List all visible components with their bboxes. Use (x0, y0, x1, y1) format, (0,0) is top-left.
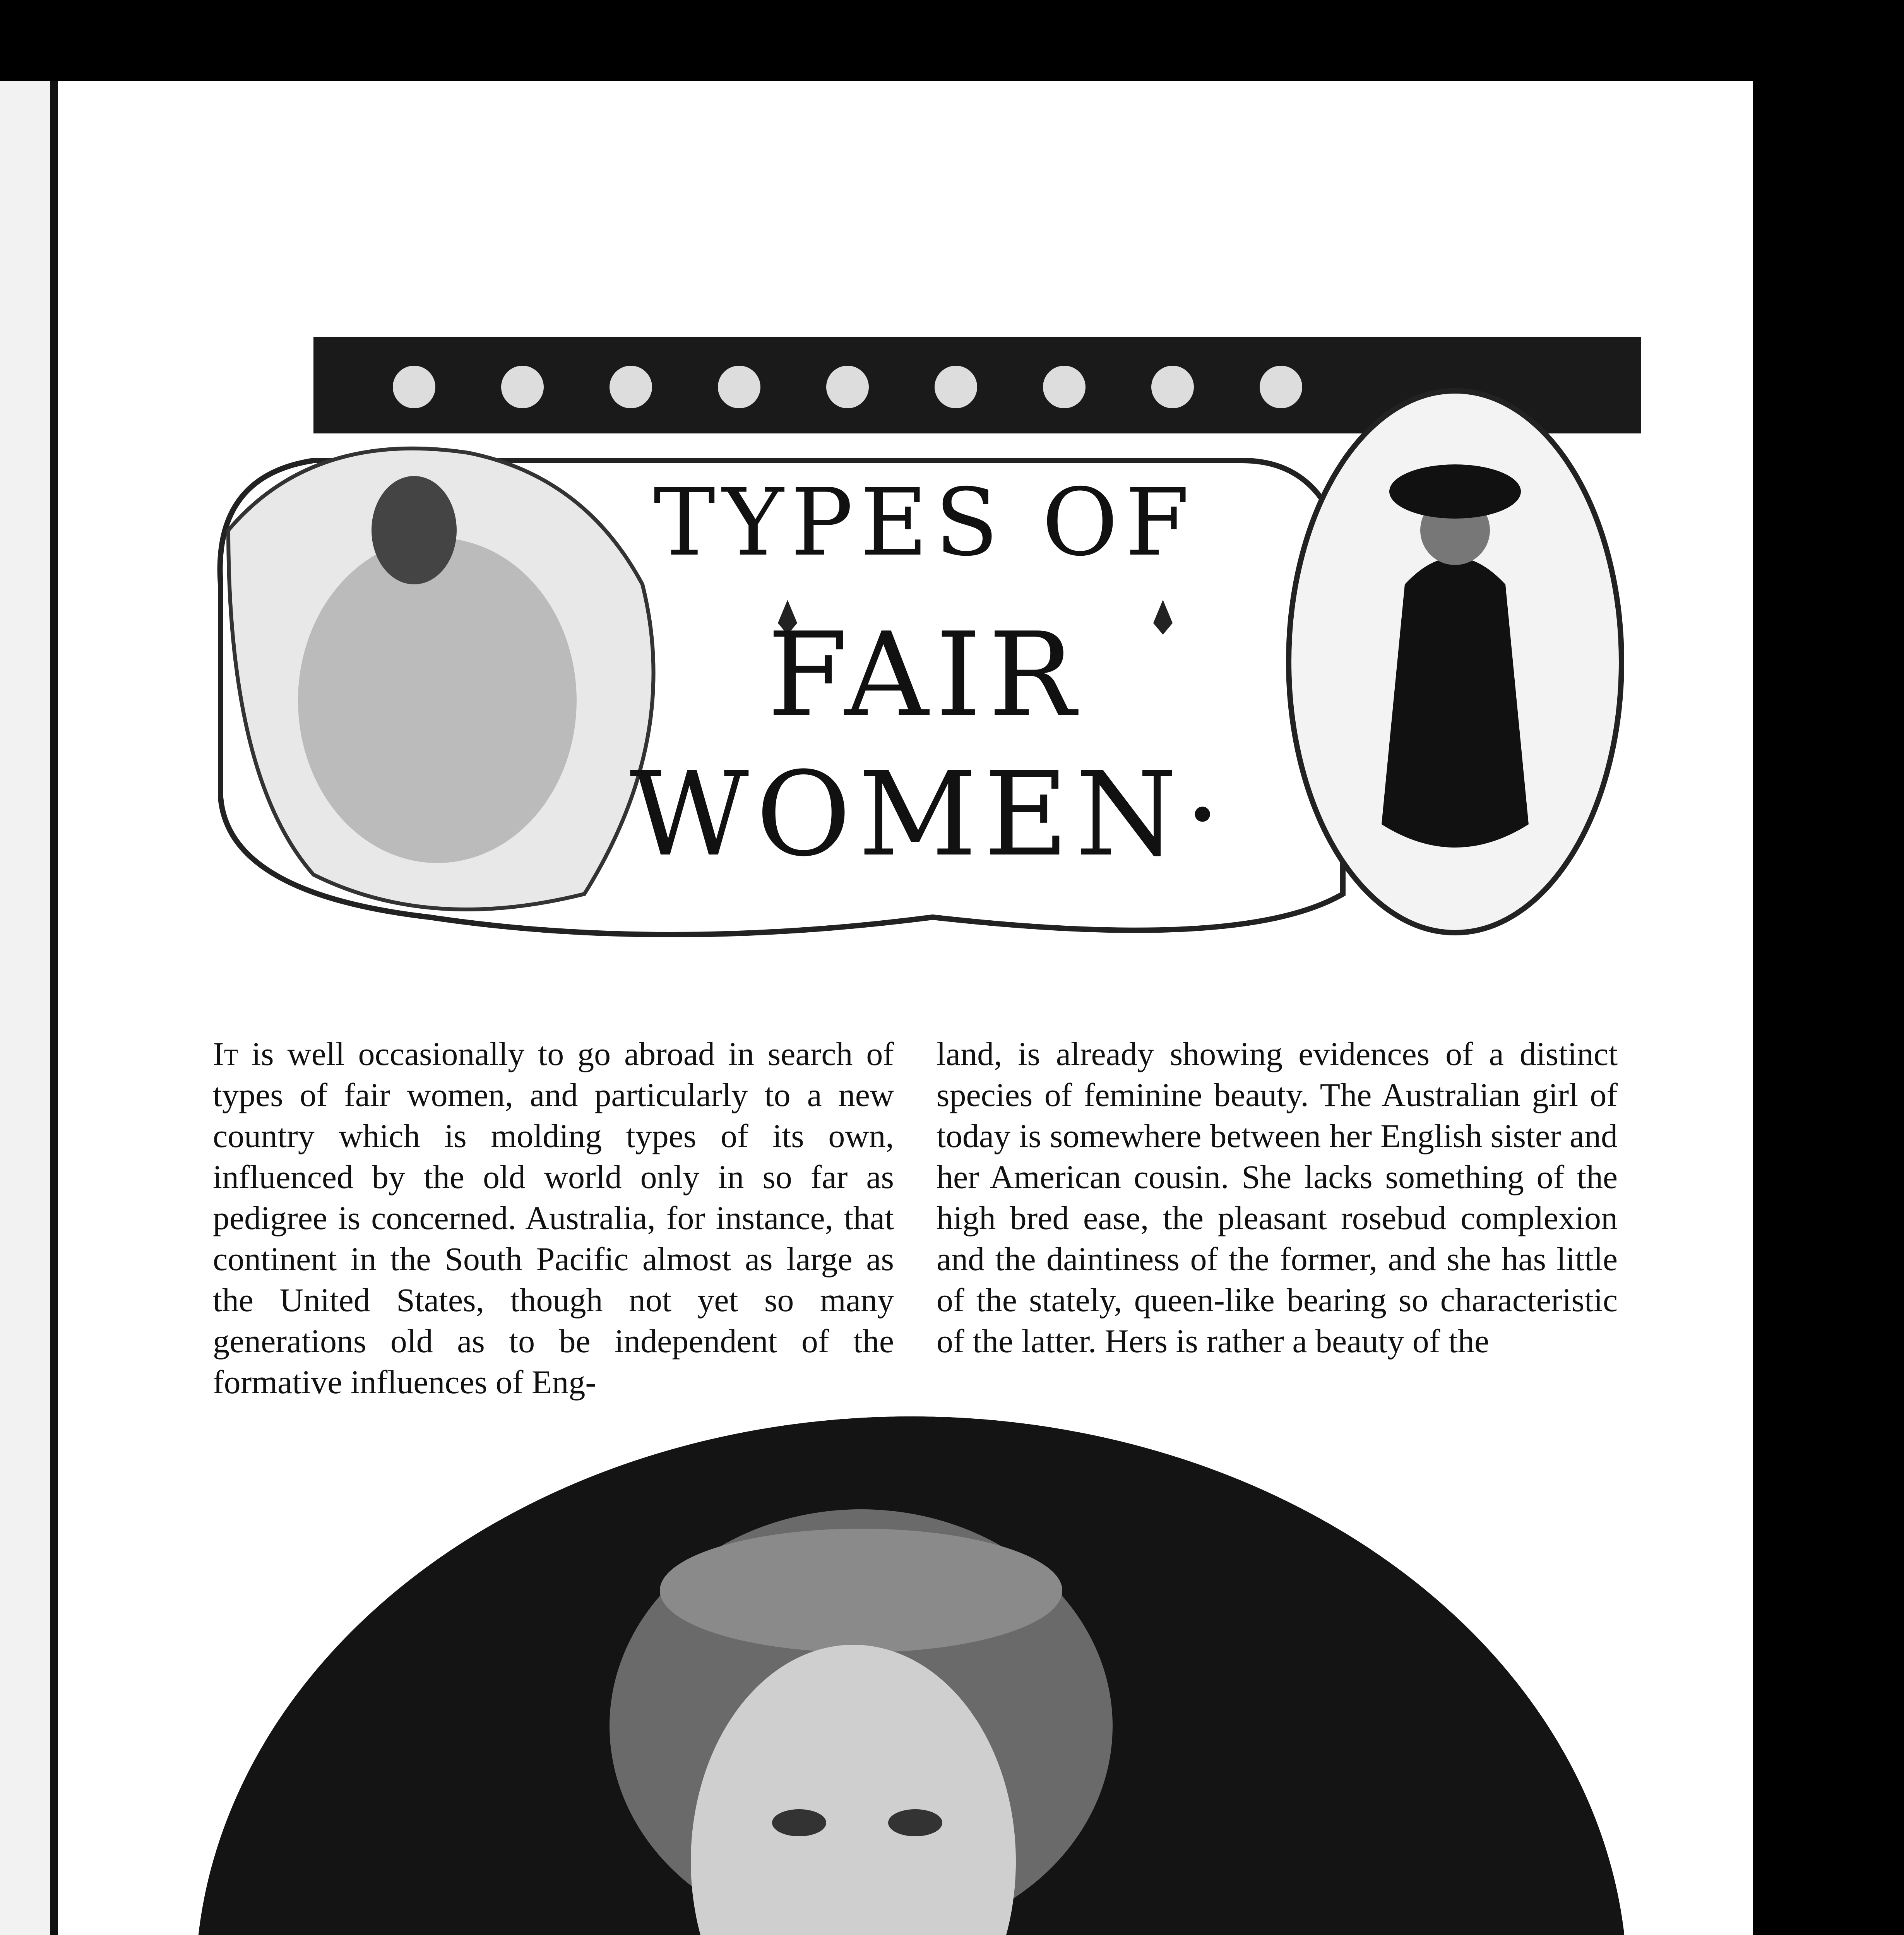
portrait-image (195, 1416, 1627, 1935)
portrait-photograph (195, 1416, 1627, 1935)
book-gutter (0, 81, 58, 1935)
article-text-right: land, is already showing evidences of a distinct species of feminine beauty. The Australian girl of today is somewhere between her English sister and her American cousin. She lacks something of the high bred ease, the pleasant rosebud complexion and the daintiness of the former, and she has little of the stately, queen-like bearing so characteristic of the latter. Hers is rather a beauty of the (937, 1035, 1618, 1360)
dropcap-word: It (213, 1035, 238, 1072)
article-column-left (213, 1033, 894, 1402)
title-line-3: WOMEN· (629, 747, 1228, 882)
article-column-right (937, 1033, 1618, 1361)
title-line-2: FAIR (767, 608, 1083, 743)
magazine-page (58, 81, 1753, 1935)
title-line-1: TYPES OF (653, 468, 1197, 577)
article-text-left: is well occasionally to go abroad in search of types of fair women, and particularly to a new country which is molding types of its own, influenced by the old world only in so far as pedigree is concerned. Australia, for instance, that continent in the South Pacific almost as large as the United States, though not yet so many generations old as to be independent of the formative influences of Eng- (213, 1035, 894, 1401)
